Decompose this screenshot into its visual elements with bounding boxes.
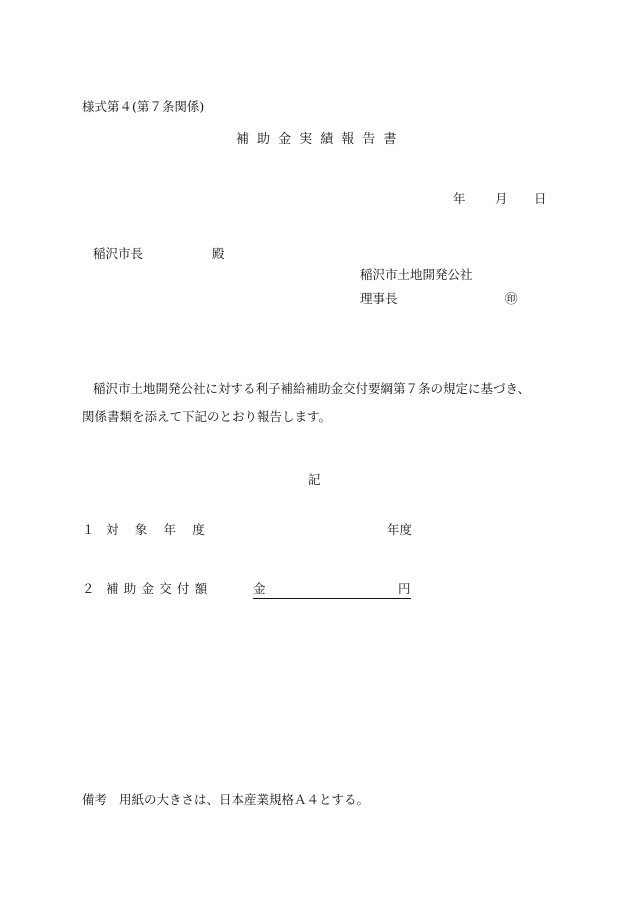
date-month: 月 xyxy=(495,191,508,206)
note-label: 備考 xyxy=(82,792,108,807)
body-line-2: 関係書類を添えて下記のとおり報告します。 xyxy=(82,409,332,424)
item-label: 対象年度 xyxy=(106,522,222,537)
amount-suffix: 円 xyxy=(398,581,411,596)
seal-mark: ㊞ xyxy=(505,291,518,306)
form-number: 様式第４(第７条関係) xyxy=(82,99,205,114)
sender-title: 理事長 xyxy=(360,291,398,306)
ki-heading: 記 xyxy=(308,472,321,487)
note-text: 用紙の大きさは、日本産業規格Ａ４とする。 xyxy=(119,792,370,807)
item-label: 補助金交付額 xyxy=(106,581,213,596)
addressee-name: 稲沢市長 xyxy=(93,246,144,261)
form-title: 補助金実績報告書 xyxy=(236,132,405,147)
date-year: 年 xyxy=(453,191,466,206)
sender-organization: 稲沢市土地開発公社 xyxy=(360,267,473,282)
addressee-honorific: 殿 xyxy=(212,246,225,261)
amount-prefix: 金 xyxy=(253,581,266,596)
item-suffix: 年度 xyxy=(387,522,413,537)
item-number: ２ xyxy=(82,581,95,596)
date-day: 日 xyxy=(534,191,547,206)
amount-field[interactable] xyxy=(253,582,411,599)
body-line-1: 稲沢市土地開発公社に対する利子補給補助金交付要綱第７条の規定に基づき、 xyxy=(93,381,531,396)
item-number: １ xyxy=(82,522,95,537)
